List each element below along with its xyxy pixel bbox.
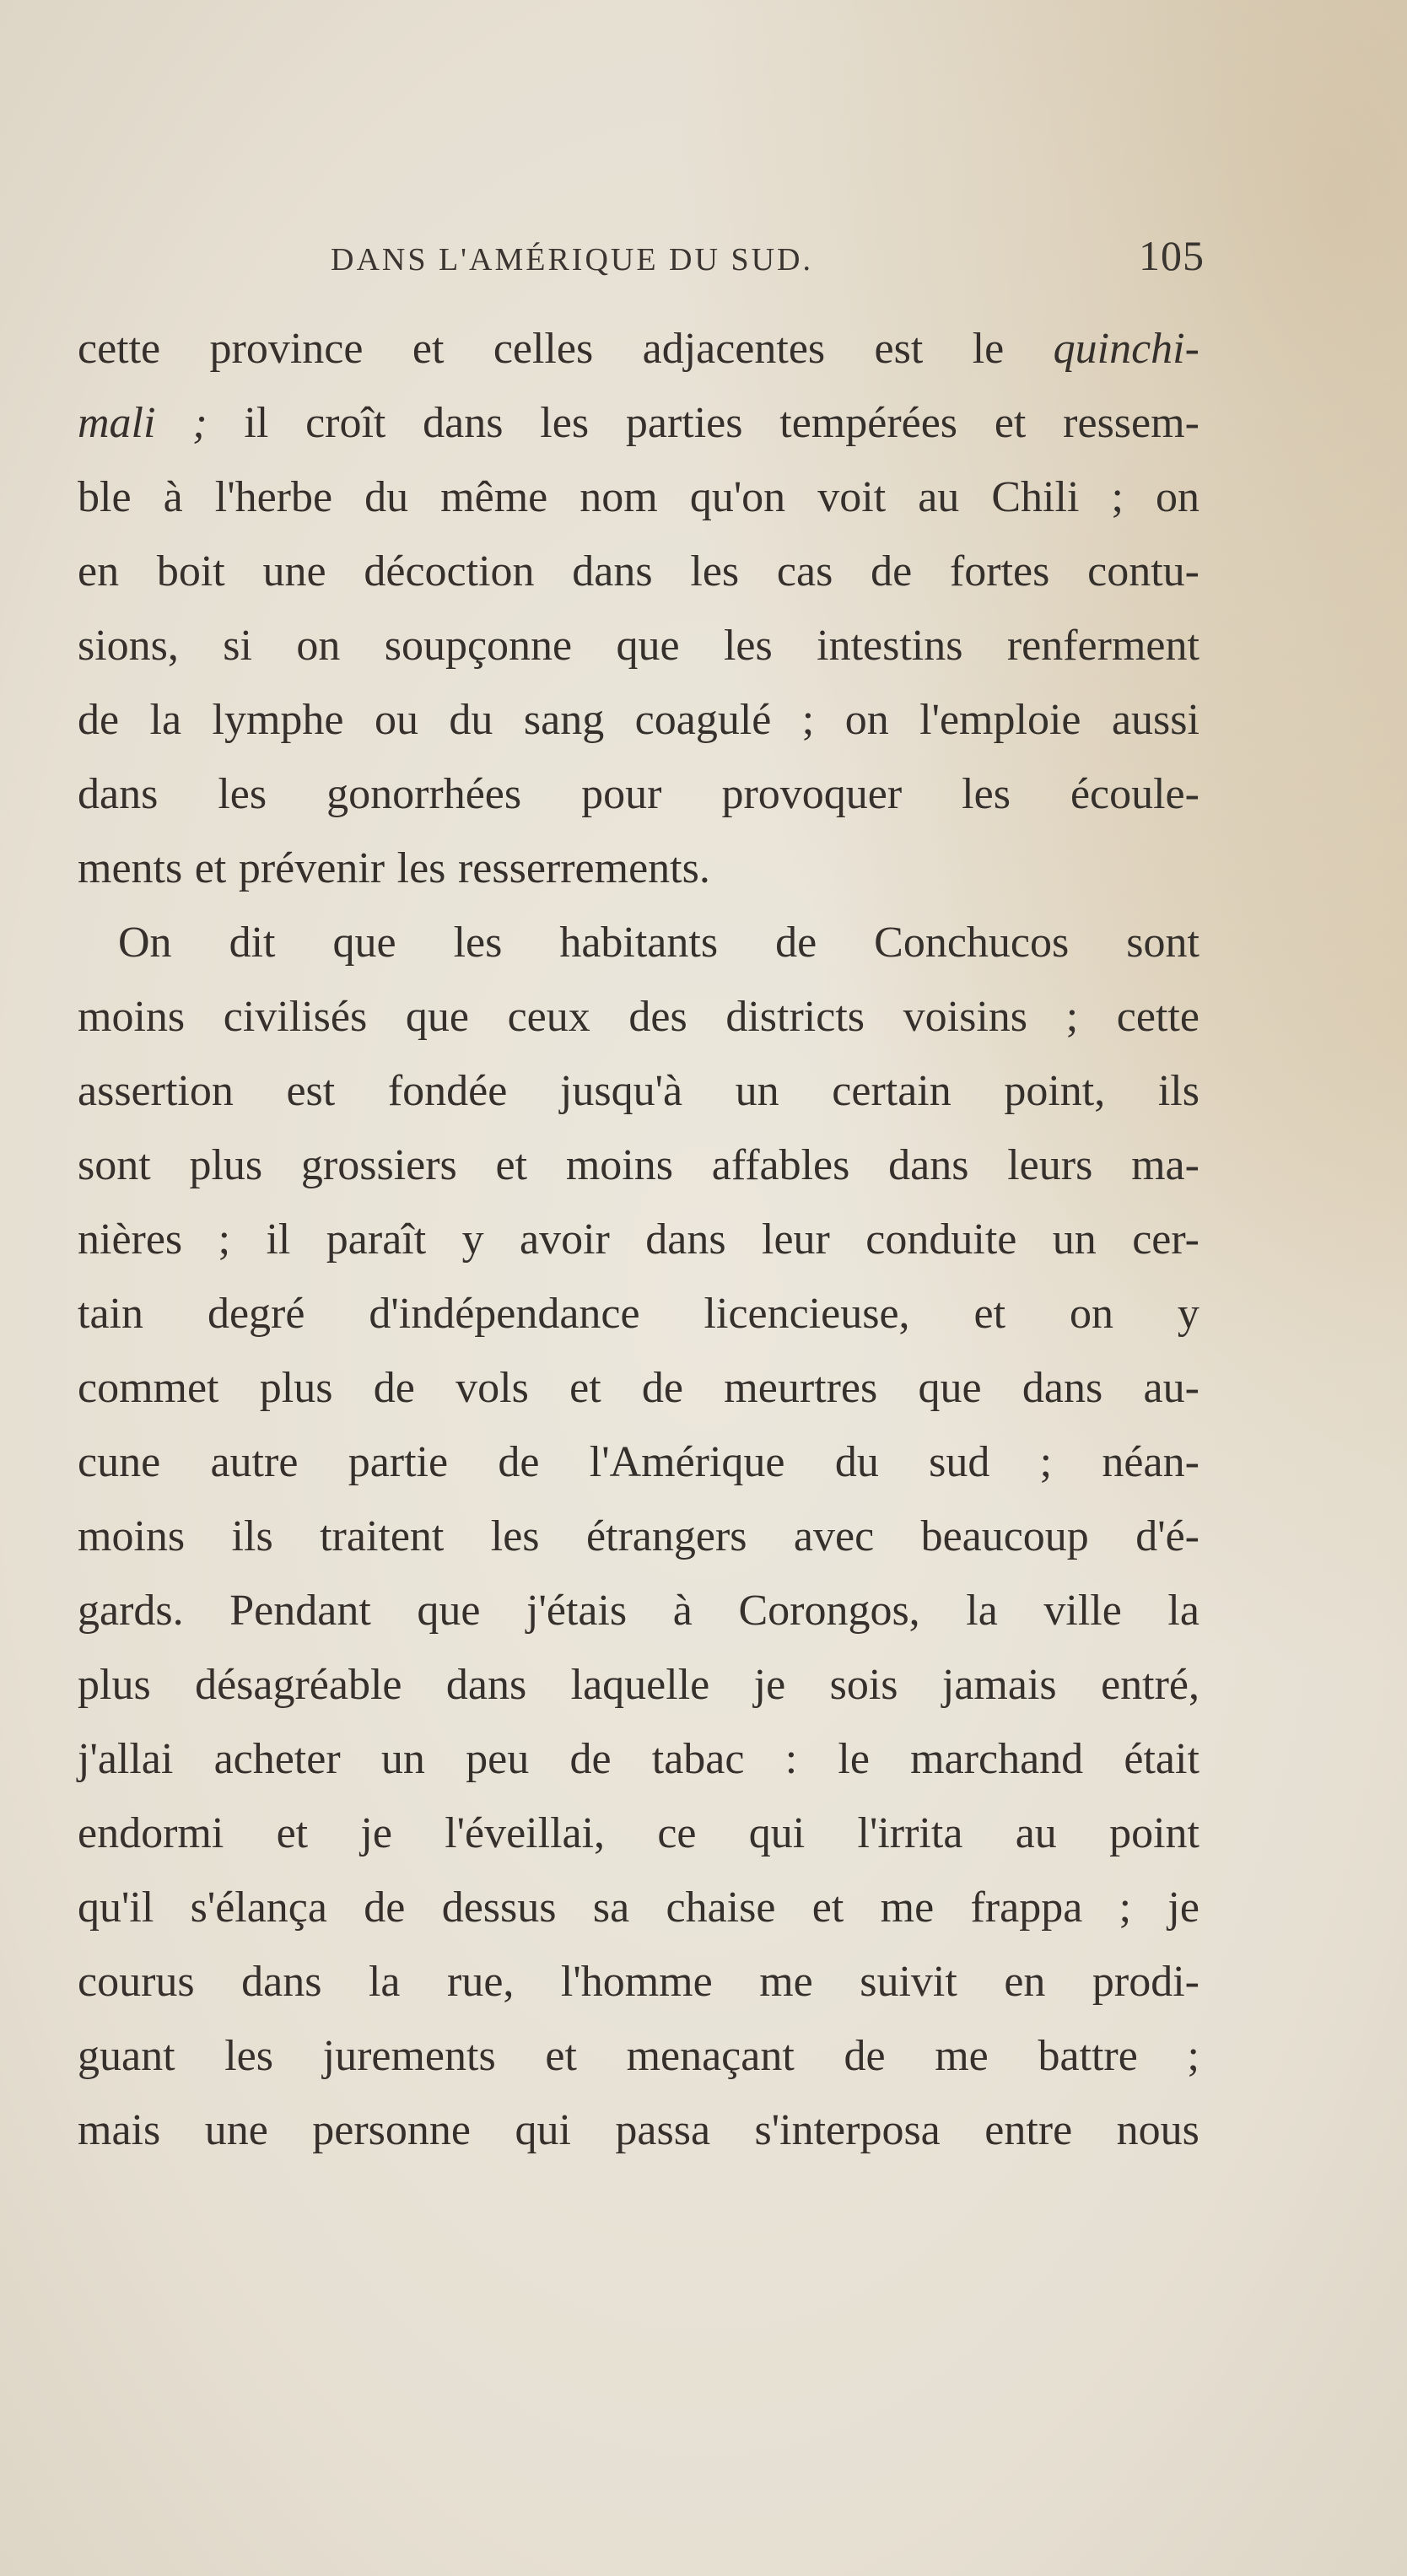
word: dessus	[441, 1883, 557, 1932]
word: les	[453, 919, 503, 967]
word: beaucoup	[920, 1512, 1089, 1560]
text-line	[78, 1500, 1199, 1574]
word: grossiers	[300, 1141, 457, 1189]
word: ils	[231, 1512, 273, 1560]
word: la	[368, 1958, 401, 2006]
word: chaise	[666, 1883, 776, 1932]
word: parties	[625, 399, 743, 447]
page-number: 105	[1139, 232, 1205, 279]
word: l'emploie	[919, 696, 1081, 744]
word: jurements	[322, 2032, 496, 2080]
word: moins	[565, 1141, 673, 1189]
word: étrangers	[585, 1512, 747, 1560]
word: décoction	[364, 547, 535, 595]
text-line	[78, 1277, 1199, 1351]
word: moins	[78, 1512, 186, 1560]
word: avoir	[520, 1215, 610, 1264]
text-line	[78, 2094, 1199, 2168]
word: si	[223, 622, 252, 670]
word: d'indépendance	[369, 1290, 640, 1338]
word: districts	[725, 993, 865, 1041]
word: et	[412, 325, 445, 373]
word: pour	[581, 770, 662, 818]
word: et	[194, 844, 227, 892]
word: était	[1124, 1735, 1199, 1783]
word: au	[1015, 1809, 1057, 1857]
word: une	[262, 547, 326, 595]
word: s'élança	[190, 1883, 327, 1932]
word: dans	[1022, 1364, 1103, 1412]
word: en	[78, 547, 120, 595]
text-line	[78, 832, 1199, 906]
word: dans	[888, 1141, 969, 1189]
word: personne	[312, 2106, 471, 2154]
text-line	[78, 1054, 1199, 1129]
word: néan-	[1102, 1438, 1199, 1486]
word: cer-	[1132, 1215, 1199, 1264]
word: qu'il	[78, 1883, 154, 1932]
word: on	[296, 622, 341, 670]
word: tempérées	[779, 399, 958, 447]
word: me	[759, 1958, 813, 2006]
word: assertion	[78, 1067, 234, 1115]
word: ;	[192, 399, 208, 447]
word: est	[286, 1067, 336, 1115]
word: dans	[78, 770, 159, 818]
word: tabac	[651, 1735, 745, 1783]
word: prodi-	[1092, 1958, 1199, 2006]
text-line	[78, 1722, 1199, 1797]
word: l'Amérique	[589, 1438, 785, 1486]
word: lymphe	[212, 696, 344, 744]
word: licencieuse,	[704, 1290, 910, 1338]
word: me	[880, 1883, 935, 1932]
word: ou	[374, 696, 418, 744]
word: nières	[78, 1215, 183, 1264]
word: ;	[1187, 2032, 1199, 2080]
word: d'é-	[1135, 1512, 1199, 1560]
word: prévenir	[238, 844, 385, 892]
word: Pendant	[229, 1587, 371, 1635]
word: que	[918, 1364, 982, 1412]
word: acheter	[213, 1735, 341, 1783]
word: il	[244, 399, 269, 447]
text-line	[78, 1871, 1199, 1945]
body-text	[78, 312, 1199, 2168]
word: et	[973, 1290, 1006, 1338]
text-line	[78, 461, 1199, 535]
word: jamais	[941, 1661, 1057, 1709]
word: le	[972, 325, 1005, 373]
word: contu-	[1087, 547, 1199, 595]
word: guant	[78, 2032, 175, 2080]
word: sont	[78, 1141, 151, 1189]
word: point,	[1004, 1067, 1106, 1115]
word: sa	[592, 1883, 630, 1932]
word: de	[775, 919, 817, 967]
word: je	[753, 1661, 786, 1709]
word: point	[1109, 1809, 1199, 1857]
word: de	[78, 696, 120, 744]
word: Chili	[991, 473, 1080, 521]
word: au-	[1143, 1364, 1199, 1412]
word: de	[641, 1364, 684, 1412]
word: nous	[1116, 2106, 1199, 2154]
word: de	[844, 2032, 886, 2080]
word: dit	[229, 919, 276, 967]
word: une	[204, 2106, 268, 2154]
word: paraît	[326, 1215, 427, 1264]
word: ;	[1119, 1883, 1132, 1932]
word: entré,	[1101, 1661, 1199, 1709]
word: l'herbe	[214, 473, 333, 521]
word: province	[209, 325, 364, 373]
word: dans	[572, 547, 653, 595]
word: :	[784, 1735, 798, 1783]
word: et	[495, 1141, 528, 1189]
text-line	[78, 1425, 1199, 1500]
word: avec	[793, 1512, 875, 1560]
word: et	[545, 2032, 577, 2080]
word: suivit	[860, 1958, 957, 2006]
word: cette	[1116, 993, 1199, 1041]
word: la	[966, 1587, 998, 1635]
word: coagulé	[634, 696, 772, 744]
word: plus	[78, 1661, 151, 1709]
word: ville	[1043, 1587, 1122, 1635]
word: affables	[711, 1141, 850, 1189]
word: gonorrhées	[326, 770, 522, 818]
word: Conchucos	[874, 919, 1070, 967]
word: sang	[523, 696, 605, 744]
word: qui	[515, 2106, 571, 2154]
word: que	[405, 993, 469, 1041]
word: croît	[305, 399, 386, 447]
word: meurtres	[724, 1364, 878, 1412]
word: je	[360, 1809, 392, 1857]
word: ments	[78, 844, 183, 892]
word: dans	[241, 1958, 322, 2006]
word: du	[449, 696, 493, 744]
word: cas	[776, 547, 833, 595]
word: mali	[78, 399, 156, 447]
word: cette	[78, 325, 161, 373]
text-line	[78, 2019, 1199, 2094]
word: y	[1177, 1290, 1199, 1338]
text-line	[78, 980, 1199, 1054]
text-line	[78, 757, 1199, 832]
word: vols	[456, 1364, 529, 1412]
word: dans	[445, 1661, 527, 1709]
word: moins	[78, 993, 186, 1041]
word: soupçonne	[384, 622, 573, 670]
word: plus	[189, 1141, 263, 1189]
text-line	[78, 1574, 1199, 1648]
word: mais	[78, 2106, 161, 2154]
word: ce	[657, 1809, 697, 1857]
word: un	[380, 1735, 425, 1783]
word: degré	[207, 1290, 305, 1338]
page-header	[78, 232, 1205, 288]
word: leurs	[1007, 1141, 1093, 1189]
text-line	[78, 535, 1199, 609]
text-line	[78, 312, 1199, 386]
word: civilisés	[223, 993, 368, 1041]
word: en	[1004, 1958, 1046, 2006]
word: nom	[580, 473, 658, 521]
word: de	[871, 547, 913, 595]
word: ;	[1065, 993, 1079, 1041]
text-line	[78, 1129, 1199, 1203]
word: peu	[466, 1735, 530, 1783]
text-line	[78, 1648, 1199, 1722]
word: frappa	[970, 1883, 1083, 1932]
word: un	[1052, 1215, 1097, 1264]
word: les	[224, 2032, 273, 2080]
word: y	[461, 1215, 484, 1264]
word: les	[396, 844, 446, 892]
word: qu'on	[689, 473, 786, 521]
word: les	[540, 399, 590, 447]
word: rue,	[447, 1958, 515, 2006]
word: me	[935, 2032, 989, 2080]
word: qui	[748, 1809, 806, 1857]
word: l'homme	[560, 1958, 713, 2006]
word: les	[218, 770, 267, 818]
word: et	[569, 1364, 601, 1412]
word: fondée	[387, 1067, 508, 1115]
word: il	[266, 1215, 291, 1264]
word: ;	[1111, 473, 1124, 521]
word: du	[364, 473, 409, 521]
word: autre	[210, 1438, 299, 1486]
word: j'étais	[526, 1587, 628, 1635]
word: conduite	[865, 1215, 1017, 1264]
word: ceux	[507, 993, 590, 1041]
word: on	[844, 696, 889, 744]
word: j'allai	[78, 1735, 174, 1783]
word: ;	[801, 696, 815, 744]
word: leur	[762, 1215, 830, 1264]
word: les	[490, 1512, 540, 1560]
word: et	[276, 1809, 309, 1857]
word: écoule-	[1070, 770, 1199, 818]
word: tain	[78, 1290, 143, 1338]
word: ils	[1157, 1067, 1199, 1115]
word: resserrements.	[457, 844, 710, 892]
word: plus	[259, 1364, 333, 1412]
word: battre	[1038, 2032, 1138, 2080]
word: adjacentes	[642, 325, 826, 373]
word: certain	[832, 1067, 951, 1115]
word: un	[735, 1067, 779, 1115]
word: celles	[493, 325, 594, 373]
word: et	[811, 1883, 844, 1932]
text-line	[78, 1797, 1199, 1871]
word: boit	[156, 547, 225, 595]
word: fortes	[949, 547, 1050, 595]
word: et	[994, 399, 1027, 447]
text-line	[78, 1351, 1199, 1425]
word: jusqu'à	[559, 1067, 683, 1115]
running-head: DANS L'AMÉRIQUE DU SUD.	[331, 242, 813, 278]
text-line	[78, 683, 1199, 757]
word: est	[874, 325, 924, 373]
word: de	[498, 1438, 540, 1486]
word: les	[690, 547, 740, 595]
word: l'irrita	[857, 1809, 963, 1857]
word: que	[616, 622, 680, 670]
word: on	[1069, 1290, 1113, 1338]
text-line	[78, 1945, 1199, 2019]
word: commet	[78, 1364, 219, 1412]
word: des	[628, 993, 687, 1041]
word: habitants	[559, 919, 719, 967]
word: on	[1155, 473, 1199, 521]
word: sud	[929, 1438, 990, 1486]
word: quinchi-	[1053, 325, 1199, 373]
word: gards.	[78, 1587, 184, 1635]
word: ble	[78, 473, 132, 521]
word: aussi	[1111, 696, 1199, 744]
word: ma-	[1131, 1141, 1199, 1189]
word: je	[1167, 1883, 1199, 1932]
word: voit	[817, 473, 887, 521]
word: renferment	[1006, 622, 1199, 670]
word: On	[118, 919, 172, 967]
text-line	[78, 609, 1199, 683]
word: Corongos,	[738, 1587, 920, 1635]
word: dans	[423, 399, 504, 447]
word: dans	[645, 1215, 726, 1264]
word: laquelle	[570, 1661, 710, 1709]
word: partie	[348, 1438, 449, 1486]
word: à	[163, 473, 183, 521]
word: le	[838, 1735, 870, 1783]
word: ;	[218, 1215, 231, 1264]
word: voisins	[903, 993, 1028, 1041]
word: au	[918, 473, 960, 521]
text-line	[78, 386, 1199, 461]
word: provoquer	[721, 770, 903, 818]
word: intestins	[817, 622, 963, 670]
word: les	[962, 770, 1011, 818]
word: marchand	[910, 1735, 1084, 1783]
word: désagréable	[195, 1661, 402, 1709]
word: ;	[1039, 1438, 1053, 1486]
word: cune	[78, 1438, 161, 1486]
word: du	[834, 1438, 879, 1486]
word: de	[373, 1364, 415, 1412]
word: entre	[984, 2106, 1073, 2154]
word: à	[672, 1587, 693, 1635]
word: s'interposa	[754, 2106, 941, 2154]
word: sions,	[78, 622, 179, 670]
word: sois	[829, 1661, 898, 1709]
word: courus	[78, 1958, 195, 2006]
word: menaçant	[626, 2032, 795, 2080]
text-line	[78, 1203, 1199, 1277]
word: traitent	[320, 1512, 445, 1560]
word: ressem-	[1063, 399, 1199, 447]
word: la	[149, 696, 182, 744]
word: que	[417, 1587, 481, 1635]
word: les	[723, 622, 773, 670]
word: que	[332, 919, 396, 967]
word: de	[364, 1883, 406, 1932]
text-line	[78, 906, 1199, 980]
word: sont	[1126, 919, 1199, 967]
word: endormi	[78, 1809, 224, 1857]
word: l'éveillai,	[445, 1809, 606, 1857]
word: la	[1167, 1587, 1199, 1635]
word: de	[569, 1735, 612, 1783]
word: même	[440, 473, 548, 521]
word: passa	[615, 2106, 711, 2154]
